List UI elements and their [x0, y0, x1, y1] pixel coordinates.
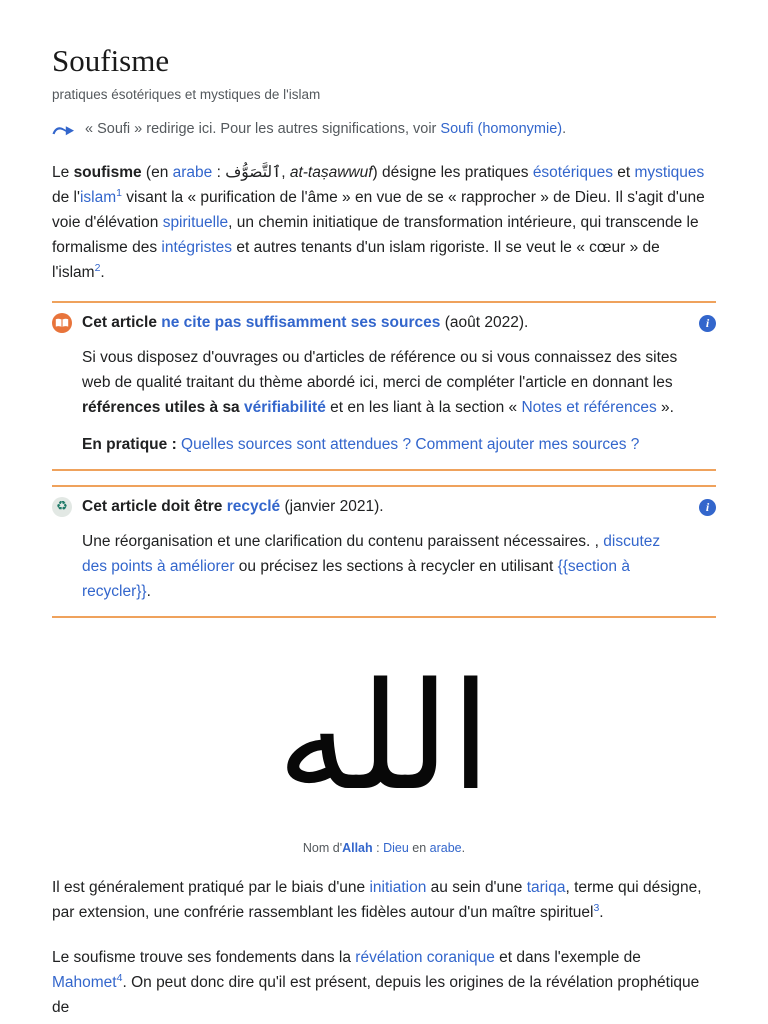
text-segment: .	[146, 583, 151, 600]
banner-sources-practice-text	[82, 432, 688, 457]
inline-link[interactable]: Quelles sources sont attendues ?	[181, 436, 412, 453]
inline-link[interactable]: 3	[593, 902, 600, 915]
allah-calligraphy-image[interactable]: الله	[276, 651, 492, 823]
text-segment: en	[408, 841, 430, 856]
inline-link[interactable]: vérifiabilité	[244, 399, 326, 416]
text-segment: (janvier 2021).	[280, 498, 384, 515]
inline-link[interactable]: arabe	[429, 841, 462, 856]
text-segment: ou précisez les sections à recycler en utilisant	[234, 558, 558, 575]
figure-allah-calligraphy	[52, 640, 716, 855]
inline-link[interactable]: Dieu	[383, 841, 409, 856]
inline-link[interactable]: Mahomet	[52, 974, 117, 992]
text-segment: (août 2022).	[440, 314, 529, 331]
text-segment: , terme qui désigne, par extension, une confrérie rassemblant les fidèles autour d'un maître spirituel	[52, 879, 702, 922]
text-segment: Nom d'	[302, 841, 343, 856]
inline-link[interactable]: 1	[116, 186, 122, 199]
text-segment: Il est généralement pratiqué par le biais d'une	[52, 879, 370, 897]
banner-sources-body	[82, 345, 688, 457]
inline-link[interactable]: ne cite pas suffisamment ses sources	[161, 314, 441, 331]
text-segment: et	[612, 164, 635, 181]
info-icon[interactable]: i	[699, 499, 716, 516]
text-segment: Le soufisme trouve ses fondements dans la	[52, 949, 356, 967]
recycle-icon: ♻	[52, 497, 72, 517]
hatnote-text	[85, 119, 566, 140]
inline-link[interactable]: Allah	[342, 841, 373, 856]
text-segment: En pratique :	[82, 436, 182, 453]
paragraph-fondements	[52, 945, 716, 1020]
banner-sources-body-text	[82, 345, 688, 420]
banner-recycle-body	[82, 529, 688, 604]
paragraph-initiation	[52, 875, 716, 925]
text-segment: .	[562, 121, 567, 137]
text-segment: et en les liant à la section «	[325, 399, 522, 416]
text-segment: de l'	[52, 189, 80, 206]
text-segment: ٱلتَّصَوُّف	[225, 163, 282, 181]
text-segment: Cet article	[82, 314, 162, 331]
text-segment: soufisme	[73, 164, 142, 181]
page-title: Soufisme	[52, 43, 170, 78]
text-segment: Cet article doit être	[82, 498, 227, 515]
text-segment: :	[212, 164, 226, 181]
text-segment: ».	[656, 399, 674, 416]
inline-link[interactable]: intégristes	[161, 239, 233, 256]
inline-link[interactable]: 4	[116, 972, 123, 985]
figure-caption	[52, 841, 716, 855]
inline-link[interactable]: {{section à recycler}}	[82, 558, 630, 600]
banner-recycle-body-text	[82, 529, 688, 604]
page-subtitle: pratiques ésotériques et mystiques de l'islam	[52, 87, 321, 102]
banner-sources	[52, 301, 716, 471]
text-segment: ,	[281, 164, 290, 181]
text-segment: au sein d'une	[426, 879, 527, 897]
text-segment: .	[461, 841, 466, 856]
inline-link[interactable]: révélation coranique	[355, 949, 495, 967]
text-segment: , un chemin initiatique de transformation intérieure, qui transcende le formalisme des	[52, 214, 699, 256]
text-segment: visant la « purification de l'âme » en vue de se « rapprocher » de Dieu. Il s'agit d'une voie d'élévation	[52, 189, 705, 231]
text-segment: .	[599, 904, 604, 922]
inline-link[interactable]: recyclé	[226, 498, 281, 515]
banner-recycle-title	[82, 497, 689, 517]
text-segment: Si vous disposez d'ouvrages ou d'articles de référence ou si vous connaissez des sites web de qualité traitant du thème abordé ici, merci de compléter l'article en donnant les	[82, 349, 678, 391]
text-segment: Une réorganisation et une clarification du contenu paraissent nécessaires. ,	[82, 533, 604, 550]
inline-link[interactable]: ésotériques	[532, 164, 613, 181]
text-segment: et autres tenants d'un islam rigoriste. Il se veut le « cœur » de l'islam	[52, 239, 660, 281]
redirect-arrow-icon	[52, 123, 75, 136]
text-segment: .	[100, 264, 105, 281]
text-segment: at-taṣawwuf	[289, 164, 373, 181]
text-segment: :	[372, 841, 384, 856]
text-segment: Le	[52, 164, 74, 181]
inline-link[interactable]: arabe	[172, 164, 213, 181]
banner-recycle-header	[52, 497, 716, 517]
hatnote	[52, 119, 716, 140]
text-segment: « Soufi » redirige ici. Pour les autres significations, voir	[85, 121, 441, 137]
banner-sources-header	[52, 313, 716, 333]
inline-link[interactable]: initiation	[369, 879, 427, 897]
inline-link[interactable]: tariqa	[526, 879, 566, 897]
intro-paragraph	[52, 160, 716, 285]
banner-sources-title	[82, 313, 689, 333]
open-book-icon	[52, 313, 72, 333]
banner-recycle	[52, 485, 716, 618]
inline-link[interactable]: Soufi (homonymie)	[440, 121, 563, 137]
text-segment: (en	[141, 164, 173, 181]
inline-link[interactable]: spirituelle	[162, 214, 229, 231]
info-icon[interactable]: i	[699, 315, 716, 332]
text-segment: ) désigne les pratiques	[372, 164, 533, 181]
text-segment: et dans l'exemple de	[494, 949, 641, 967]
inline-link[interactable]: 2	[94, 261, 101, 274]
text-segment: références utiles à sa	[82, 399, 244, 416]
text-segment: . On peut donc dire qu'il est présent, depuis les origines de la révélation prophétique de	[52, 974, 700, 1017]
inline-link[interactable]: islam	[79, 189, 117, 206]
inline-link[interactable]: mystiques	[634, 164, 705, 181]
inline-link[interactable]: Comment ajouter mes sources ?	[415, 436, 640, 453]
inline-link[interactable]: Notes et références	[521, 399, 657, 416]
inline-link[interactable]: discutez des points à améliorer	[82, 533, 661, 575]
